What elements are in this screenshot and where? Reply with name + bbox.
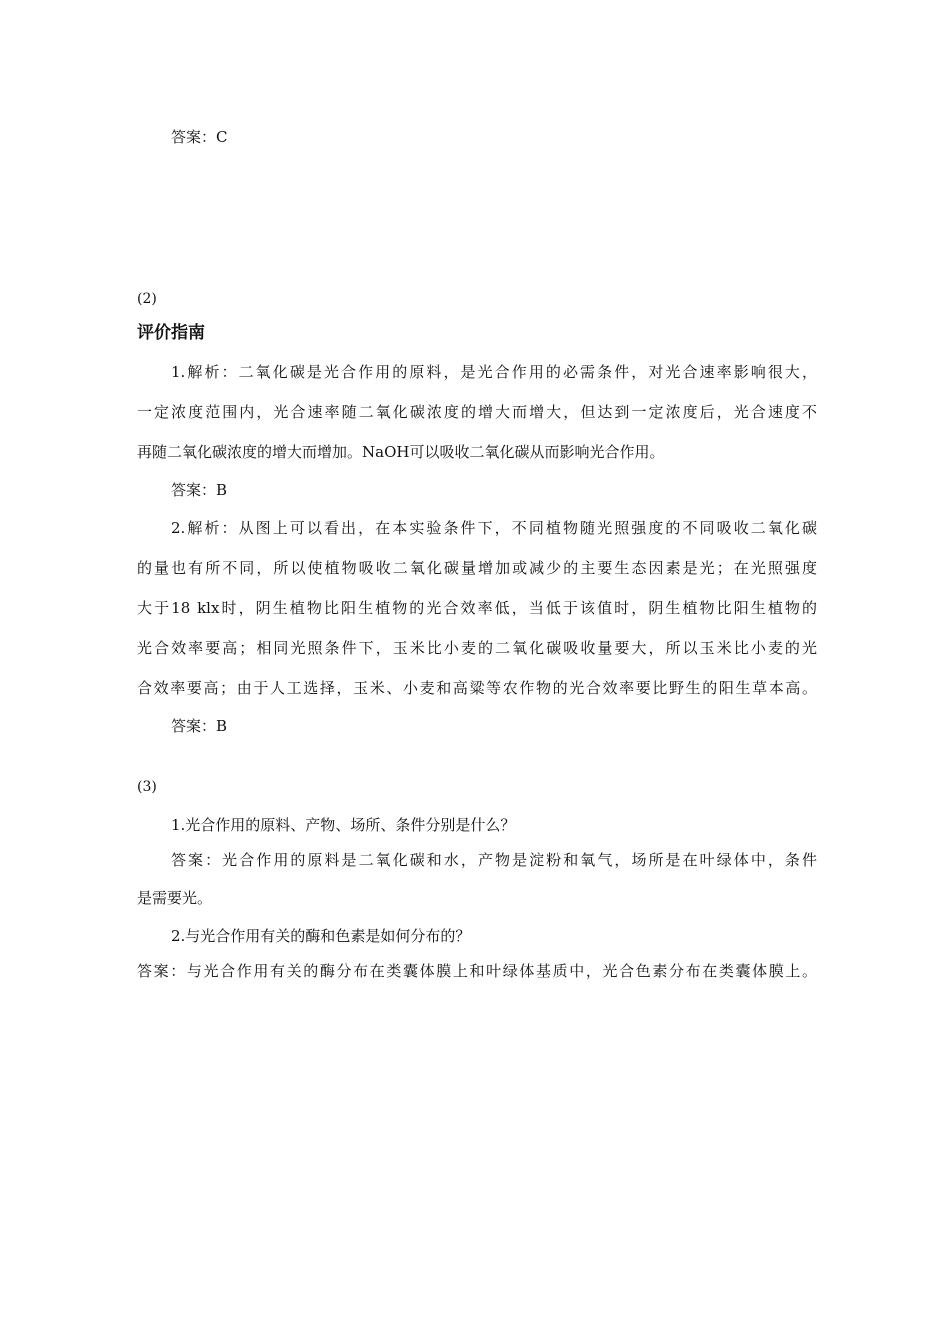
section-3-marker: (3) xyxy=(137,779,157,795)
q2-analysis-line-1: 2.解析：从图上可以看出，在本实验条件下，不同植物随光照强度的不同吸收二氧化碳 xyxy=(171,519,817,537)
q1-analysis-line-2: 一定浓度范围内，光合速率随二氧化碳浓度的增大而增大，但达到一定浓度后，光合速度不 xyxy=(137,403,817,421)
q1-analysis-line-3: 再随二氧化碳浓度的增大而增加。NaOH可以吸收二氧化碳从而影响光合作用。 xyxy=(137,443,665,461)
q2-answer: 答案：B xyxy=(171,717,228,735)
section-2-marker: (2) xyxy=(137,291,157,307)
s3-question-1: 1.光合作用的原料、产物、场所、条件分别是什么？ xyxy=(171,816,516,834)
section-2-heading: 评价指南 xyxy=(137,323,205,343)
q2-analysis-line-4: 光合效率要高；相同光照条件下，玉米比小麦的二氧化碳吸收量要大，所以玉米比小麦的光 xyxy=(137,639,817,657)
q1-analysis-line-1: 1.解析：二氧化碳是光合作用的原料，是光合作用的必需条件，对光合速率影响很大， xyxy=(171,363,817,381)
s3-answer-2: 答案：与光合作用有关的酶分布在类囊体膜上和叶绿体基质中，光合色素分布在类囊体膜上。 xyxy=(137,962,817,980)
q1-answer: 答案：B xyxy=(171,481,228,499)
q2-analysis-line-2: 的量也有所不同，所以使植物吸收二氧化碳量增加或减少的主要生态因素是光；在光照强度 xyxy=(137,559,817,577)
q2-analysis-line-5: 合效率要高；由于人工选择，玉米、小麦和高粱等农作物的光合效率要比野生的阳生草本高。 xyxy=(137,679,817,697)
s3-question-2: 2.与光合作用有关的酶和色素是如何分布的？ xyxy=(171,927,471,945)
q2-analysis-line-3: 大于18 klx时，阴生植物比阳生植物的光合效率低，当低于该值时，阴生植物比阳生植物的 xyxy=(137,599,817,617)
s3-answer-1-line-2: 是需要光。 xyxy=(137,889,213,907)
answer-c: 答案：C xyxy=(171,128,228,146)
s3-answer-1-line-1: 答案：光合作用的原料是二氧化碳和水，产物是淀粉和氧气，场所是在叶绿体中，条件 xyxy=(171,851,817,869)
